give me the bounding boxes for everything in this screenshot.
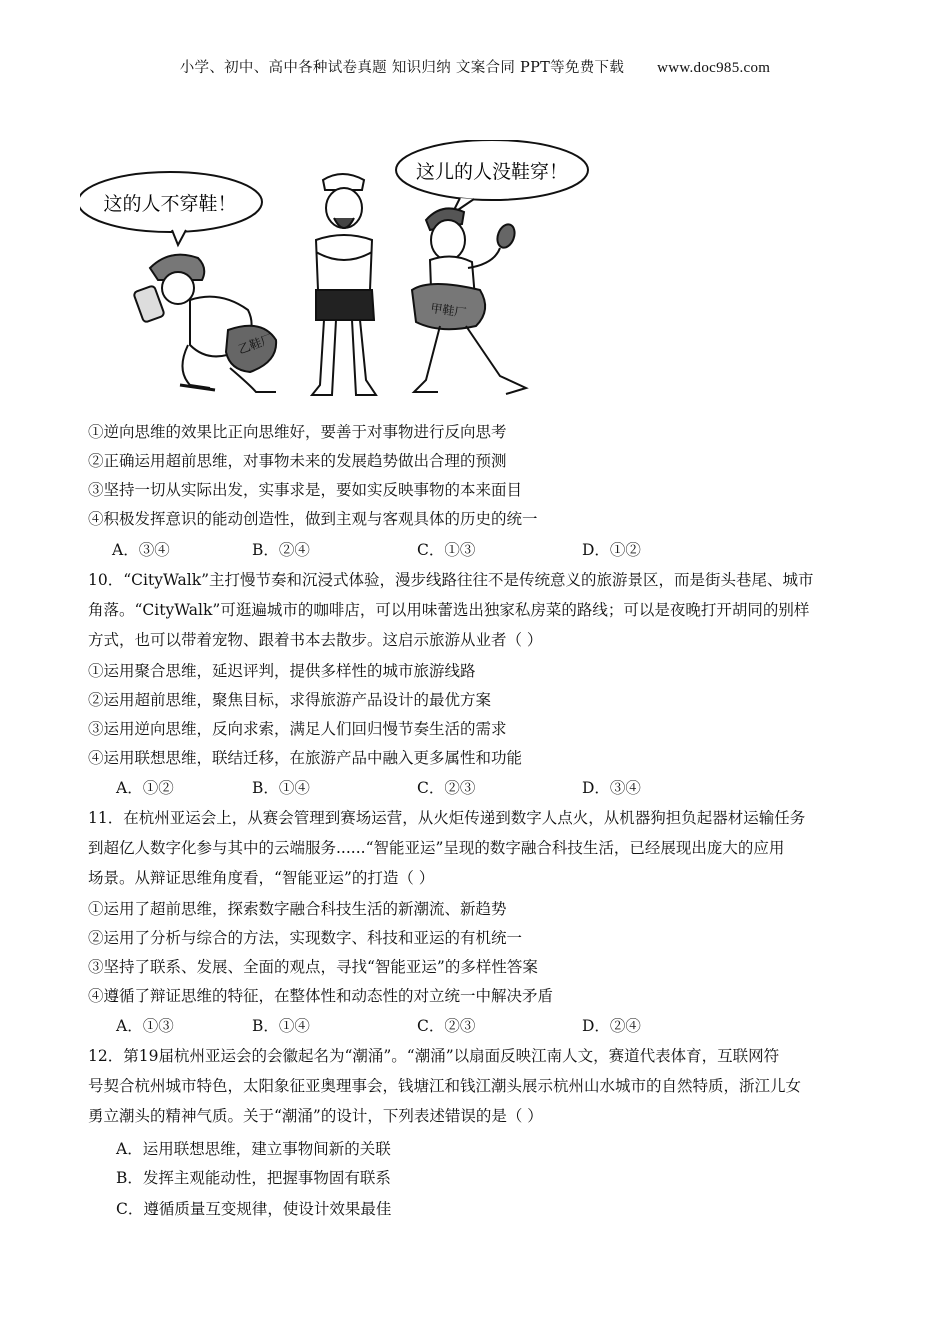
q10-option-c[interactable]: C．②③ (417, 779, 476, 797)
q9-option-c[interactable]: C．①③ (417, 541, 476, 559)
q9-option-d[interactable]: D．①② (582, 541, 641, 559)
standing-native-figure (312, 174, 376, 395)
q11-option-b[interactable]: B．①④ (252, 1017, 310, 1035)
q9-item-1: ①逆向思维的效果比正向思维好，要善于对事物进行反向思考 (88, 423, 507, 441)
cartoon-illustration (80, 140, 600, 405)
q11-option-d[interactable]: D．②④ (582, 1017, 641, 1035)
q10-item-1: ①运用聚合思维，延迟评判，提供多样性的城市旅游线路 (88, 662, 476, 680)
q10-option-d[interactable]: D．③④ (582, 779, 641, 797)
q12-stem-line-2: 号契合杭州城市特色，太阳象征亚奥理事会，钱塘江和钱江潮头展示杭州山水城市的自然特质，浙江儿女 (88, 1077, 802, 1095)
q10-option-a[interactable]: A．①② (116, 779, 174, 797)
q11-stem-line-1: 11．在杭州亚运会上，从赛会管理到赛场运营，从火炬传递到数字人点火，从机器狗担负起器材运输任务 (88, 809, 806, 827)
q11-item-2: ②运用了分析与综合的方法，实现数字、科技和亚运的有机统一 (88, 929, 523, 947)
q9-item-3: ③坚持一切从实际出发，实事求是，要如实反映事物的本来面目 (88, 481, 523, 499)
q12-stem-line-3: 勇立潮头的精神气质。关于“潮涌”的设计，下列表述错误的是（ ） (88, 1107, 543, 1125)
q10-stem-line-3: 方式，也可以带着宠物、跟着书本去散步。这启示旅游从业者（ ） (88, 631, 543, 649)
q11-item-1: ①运用了超前思维，探索数字融合科技生活的新潮流、新趋势 (88, 900, 507, 918)
q11-stem-line-3: 场景。从辩证思维角度看，“智能亚运”的打造（ ） (88, 869, 435, 887)
q10-stem-line-1: 10．“CityWalk”主打慢节奏和沉浸式体验，漫步线路往往不是传统意义的旅游景区，而是街头巷尾、城市 (88, 571, 814, 589)
walking-salesman-figure (412, 208, 526, 394)
crouching-salesman-figure (133, 255, 276, 392)
q12-stem-line-1: 12．第19届杭州亚运会的会徽起名为“潮涌”。“潮涌”以扇面反映江南人文，赛道代表体育，互联网符 (88, 1047, 780, 1065)
q9-item-4: ④积极发挥意识的能动创造性，做到主观与客观具体的历史的统一 (88, 510, 538, 528)
right-bag-label: 甲鞋厂 (429, 301, 468, 320)
q11-option-c[interactable]: C．②③ (417, 1017, 476, 1035)
q11-item-4: ④遵循了辩证思维的特征，在整体性和动态性的对立统一中解决矛盾 (88, 987, 554, 1005)
q12-option-c[interactable]: C．遵循质量互变规律，使设计效果最佳 (116, 1200, 392, 1218)
q10-item-2: ②运用超前思维，聚焦目标，求得旅游产品设计的最优方案 (88, 691, 492, 709)
q10-item-3: ③运用逆向思维，反向求索，满足人们回归慢节奏生活的需求 (88, 720, 507, 738)
q10-item-4: ④运用联想思维，联结迁移，在旅游产品中融入更多属性和功能 (88, 749, 523, 767)
q11-option-a[interactable]: A．①③ (116, 1017, 174, 1035)
right-speech-bubble (396, 140, 588, 214)
left-speech-bubble (80, 172, 262, 245)
left-bubble-text: 这的人不穿鞋！ (103, 193, 237, 215)
q10-stem-line-2: 角落。“CityWalk”可逛遍城市的咖啡店，可以用味蕾选出独家私房菜的路线；可以是夜晚打开胡同的别样 (88, 601, 810, 619)
q12-option-b[interactable]: B．发挥主观能动性，把握事物固有联系 (116, 1169, 391, 1187)
right-bubble-text: 这儿的人没鞋穿！ (415, 161, 569, 183)
left-bag-label: 乙鞋厂 (236, 331, 275, 357)
header-url[interactable]: www.doc985.com (657, 60, 771, 76)
header-text: 小学、初中、高中各种试卷真题 知识归纳 文案合同 PPT等免费下载 (179, 60, 625, 76)
page-header (0, 56, 950, 77)
q9-option-b[interactable]: B．②④ (252, 541, 310, 559)
q10-option-b[interactable]: B．①④ (252, 779, 310, 797)
q9-item-2: ②正确运用超前思维，对事物未来的发展趋势做出合理的预测 (88, 452, 507, 470)
q11-item-3: ③坚持了联系、发展、全面的观点，寻找“智能亚运”的多样性答案 (88, 958, 538, 976)
q11-stem-line-2: 到超亿人数字化参与其中的云端服务......“智能亚运”呈现的数字融合科技生活，已经展现出庞大的应用 (88, 839, 785, 857)
q12-option-a[interactable]: A．运用联想思维，建立事物间新的关联 (116, 1140, 391, 1158)
q9-option-a[interactable]: A．③④ (112, 541, 170, 559)
